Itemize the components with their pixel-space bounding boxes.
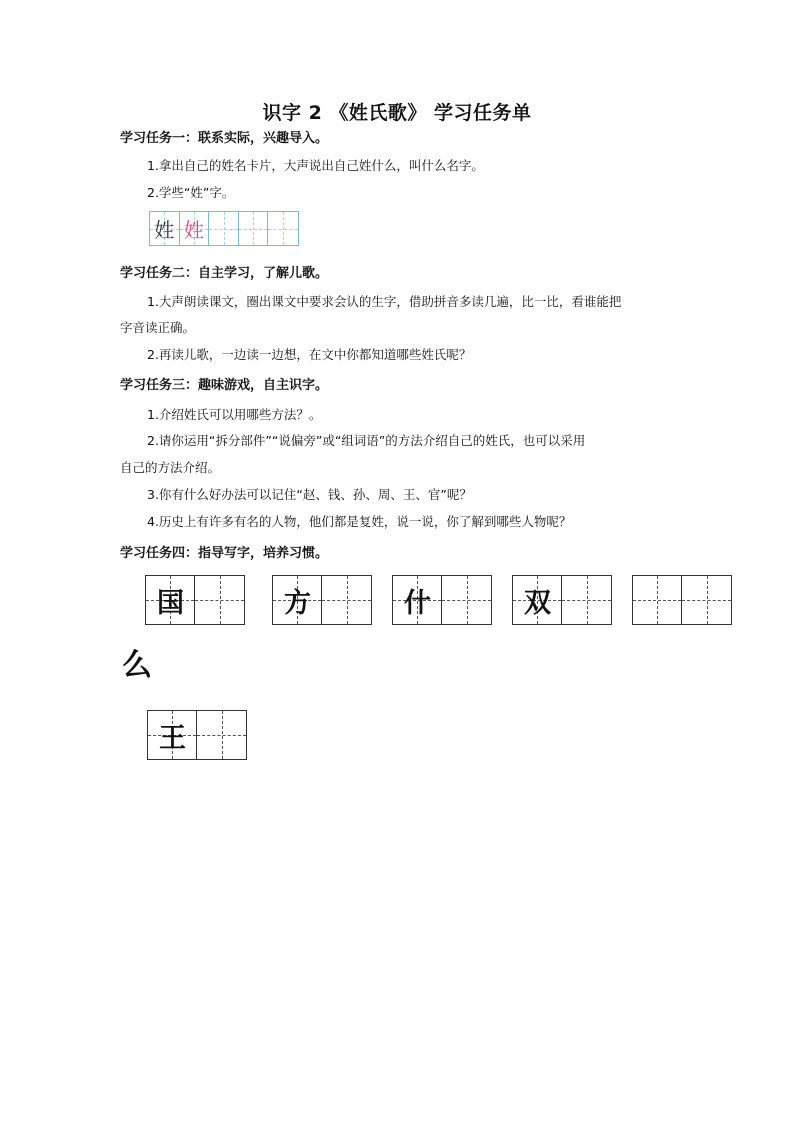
task4-heading: 学习任务四：指导写字，培养习惯。 xyxy=(120,546,329,561)
task3-heading: 学习任务三：趣味游戏，自主识字。 xyxy=(120,378,329,393)
task3-item2-cont: 自己的方法介绍。 xyxy=(120,460,221,475)
strip-char-model: 姓 xyxy=(154,218,175,242)
page-title: 识字 2 《姓氏歌》 学习任务单 xyxy=(262,102,532,124)
grid-char: 双 xyxy=(524,587,551,619)
grid-char: 什 xyxy=(404,587,431,619)
grid-char: 王 xyxy=(159,722,186,754)
task1-heading: 学习任务一：联系实际，兴趣导入。 xyxy=(120,131,329,146)
writing-grid-wang[interactable] xyxy=(147,710,247,760)
strip-cell xyxy=(150,212,180,245)
task3-item4: 4.历史上有许多有名的人物，他们都是复姓，说一说，你了解到哪些人物呢？ xyxy=(147,514,572,529)
strip-cell xyxy=(268,212,298,245)
task1-item1: 1.拿出自己的姓名卡片，大声说出自己姓什么，叫什么名字。 xyxy=(147,158,484,173)
strip-cell xyxy=(180,212,210,245)
task2-item1: 1.大声朗读课文，圈出课文中要求会认的生字，借助拼音多读几遍，比一比，看谁能把 xyxy=(147,294,622,309)
task3-item3: 3.你有什么好办法可以记住“赵、钱、孙、周、王、官”呢？ xyxy=(147,487,472,502)
task2-item1-cont: 字音读正确。 xyxy=(120,320,196,335)
writing-grid-shuang[interactable] xyxy=(512,575,612,625)
task3-item1: 1.介绍姓氏可以用哪些方法？。 xyxy=(147,407,322,422)
task2-item2: 2.再读儿歌，一边读一边想，在文中你都知道哪些姓氏呢？ xyxy=(147,347,472,362)
writing-grid-shen[interactable] xyxy=(392,575,492,625)
task3-item2: 2.请你运用“拆分部件”“说偏旁”或“组词语”的方法介绍自己的姓氏，也可以采用 xyxy=(147,433,586,448)
writing-grid-guo[interactable] xyxy=(145,575,245,625)
task2-heading: 学习任务二：自主学习，了解儿歌。 xyxy=(120,266,329,281)
grid-char: 国 xyxy=(157,587,184,619)
strip-cell xyxy=(209,212,239,245)
grid-char xyxy=(635,576,680,624)
strip-char-trace: 姓 xyxy=(183,218,204,242)
writing-grid-fang[interactable] xyxy=(272,575,372,625)
task1-item2: 2.学些“姓”字。 xyxy=(147,185,235,200)
grid-char: 方 xyxy=(284,587,311,619)
standalone-char: 么 xyxy=(122,648,152,683)
strip-cell xyxy=(239,212,269,245)
xing-practice-strip xyxy=(149,211,299,246)
writing-grid-empty[interactable] xyxy=(632,575,732,625)
